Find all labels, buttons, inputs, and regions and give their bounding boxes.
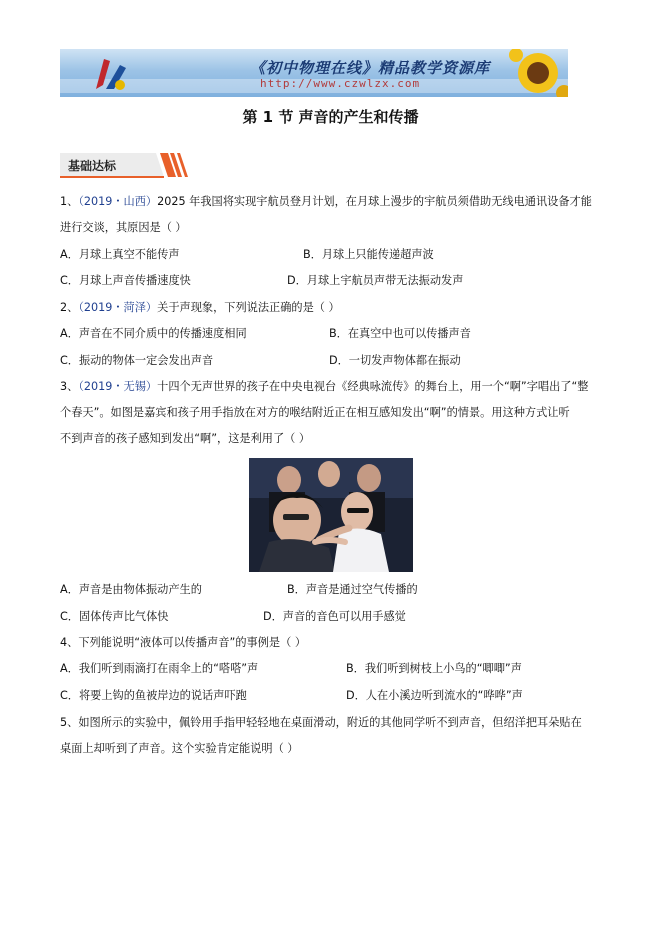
- q1-number: 1、: [60, 195, 79, 208]
- q2-number: 2、: [60, 301, 79, 314]
- q1-stem-line1: [60, 194, 592, 210]
- q2-stem-text: 关于声现象，下列说法正确的是（ ）: [157, 301, 340, 314]
- q4-option-a: A．我们听到雨滴打在雨伞上的“嗒嗒”声: [60, 662, 259, 675]
- page-title: 第 1 节 声音的产生和传播: [242, 108, 419, 126]
- q3-number: 3、: [60, 380, 79, 393]
- q3-option-c: C．固体传声比气体快: [60, 610, 169, 623]
- q4-stem-text: 下列能说明“液体可以传播声音”的事例是（ ）: [78, 636, 307, 649]
- q4-stem: [60, 635, 306, 651]
- q2-option-d: D．一切发声物体都在振动: [329, 354, 461, 367]
- q3-stem-line3: 不到声音的孩子感知到发出“啊”，这是利用了（ ）: [60, 432, 311, 445]
- section-label: 基础达标: [68, 159, 117, 173]
- q2-option-c: C．振动的物体一定会发出声音: [60, 354, 214, 367]
- q3-stem: 十四个无声世界的孩子在中央电视台《经典咏流传》的舞台上，用一个“啊”字唱出了“整: [157, 380, 589, 393]
- q3-option-d: D．声音的音色可以用手感觉: [263, 610, 406, 623]
- q5-stem-line2: 桌面上却听到了声音。这个实验肯定能说明（ ）: [60, 742, 299, 755]
- q5-stem: 如图所示的实验中，佩铃用手指甲轻轻地在桌面滑动，附近的其他同学听不到声音，但绍洋把耳朵贴在: [78, 716, 582, 729]
- banner-url: http://www.czwlzx.com: [260, 77, 421, 90]
- sunflower-icon: [508, 49, 568, 97]
- q2-stem: [60, 300, 340, 316]
- q2-option-a: A．声音在不同介质中的传播速度相同: [60, 327, 247, 340]
- q4-option-c: C．将要上钩的鱼被岸边的说话声吓跑: [60, 689, 247, 702]
- q3-photo-illustration: [249, 458, 413, 572]
- q3-stem-line1: [60, 379, 588, 395]
- q4-option-b: B．我们听到树枝上小鸟的“唧唧”声: [346, 662, 522, 675]
- logo-icon: [90, 55, 130, 93]
- q1-stem-line2: 进行交谈，其原因是（ ）: [60, 221, 187, 234]
- banner-title: 《初中物理在线》精品教学资源库: [250, 59, 491, 77]
- q4-option-d: D．人在小溪边听到流水的“哗哗”声: [346, 689, 523, 702]
- q1-source: （2019・山西）: [78, 195, 158, 208]
- q1-option-c: C．月球上声音传播速度快: [60, 274, 191, 287]
- q3-source: （2019・无锡）: [78, 380, 158, 393]
- q3-option-b: B．声音是通过空气传播的: [287, 583, 418, 596]
- q5-number: 5、: [60, 716, 79, 729]
- q3-photo: [249, 458, 413, 572]
- q1-option-b: B．月球上只能传递超声波: [303, 248, 434, 261]
- q3-stem-line2: 个春天”。如图是嘉宾和孩子用手指放在对方的喉结附近正在相互感知发出“啊”的情景。用这种方式让听: [60, 406, 570, 419]
- q5-stem-line1: [60, 715, 582, 731]
- q2-option-b: B．在真空中也可以传播声音: [329, 327, 471, 340]
- q1-stem: 2025 年我国将实现宇航员登月计划，在月球上漫步的宇航员须借助无线电通讯设备才能: [157, 195, 592, 208]
- q3-option-a: A．声音是由物体振动产生的: [60, 583, 202, 596]
- q1-option-a: A．月球上真空不能传声: [60, 248, 180, 261]
- q1-option-d: D．月球上宇航员声带无法振动发声: [287, 274, 464, 287]
- q4-number: 4、: [60, 636, 79, 649]
- section-tag: [60, 150, 190, 180]
- header-banner: [60, 49, 568, 97]
- q2-source: （2019・菏泽）: [78, 301, 158, 314]
